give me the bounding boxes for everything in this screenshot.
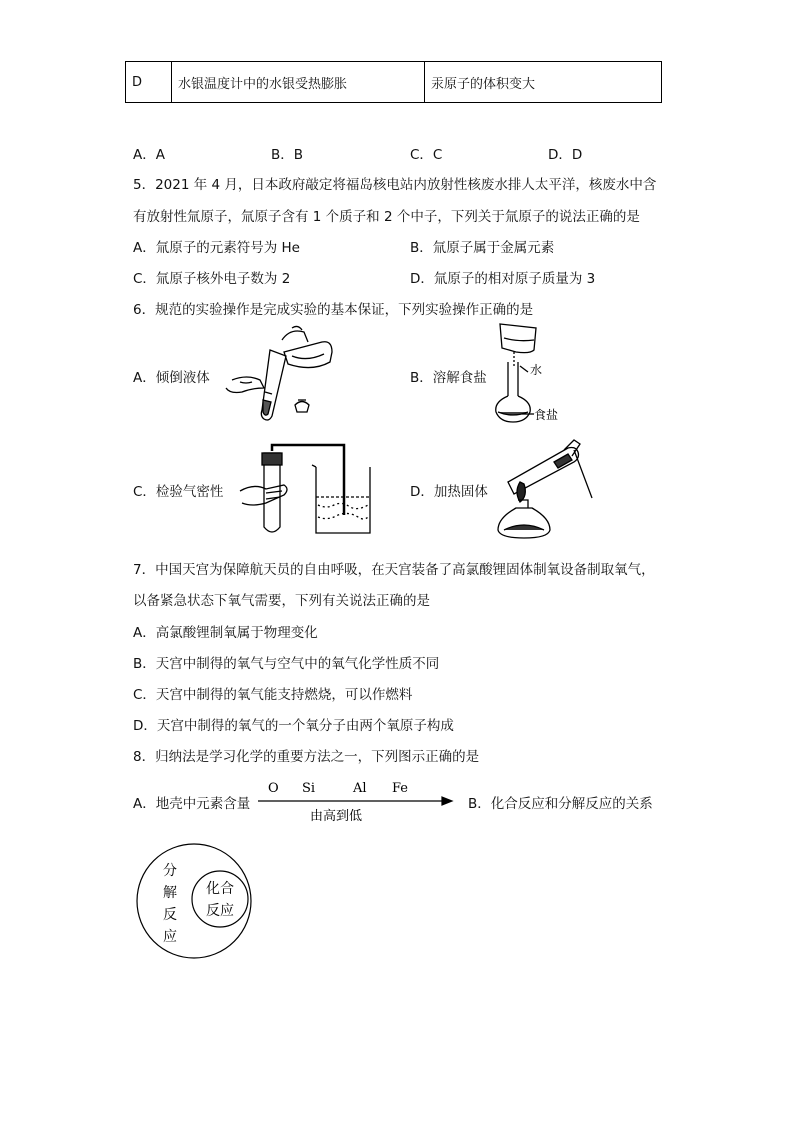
q5-option-d[interactable]: D．氚原子的相对原子质量为 3 (410, 271, 596, 287)
element-al: Al (353, 781, 367, 796)
element-si: Si (302, 781, 316, 796)
pouring-liquid-figure (212, 322, 337, 422)
q7-option-d[interactable]: D．天宫中制得的氧气的一个氧分子由两个氧原子构成 (133, 718, 454, 734)
element-o: O (268, 781, 279, 796)
inner-text-2: 反应 (206, 903, 234, 919)
q4-option-d[interactable]: D．D (548, 147, 583, 163)
salt-label: 食盐 (534, 408, 559, 422)
q5-stem-line2: 有放射性氚原子，氚原子含有 1 个质子和 2 个中子，下列关于氚原子的说法正确的是 (133, 209, 640, 225)
q8-option-a[interactable]: A．地壳中元素含量 (133, 796, 251, 812)
table-row (126, 62, 662, 103)
element-fe: Fe (392, 781, 409, 796)
answer-table (125, 61, 662, 103)
q7-stem-line1: 7．中国天宫为保障航天员的自由呼吸，在天宫装备了高氯酸锂固体制氧设备制取氧气， (133, 562, 655, 578)
q8-stem: 8．归纳法是学习化学的重要方法之一，下列图示正确的是 (133, 749, 480, 765)
q5-option-c[interactable]: C．氚原子核外电子数为 2 (133, 271, 291, 287)
table-cell-explanation: 汞原子的体积变大 (425, 62, 662, 103)
q7-option-a[interactable]: A．高氯酸锂制氧属于物理变化 (133, 625, 318, 641)
q6-option-c[interactable]: C．检验气密性 (133, 484, 224, 500)
decomposition-circle (137, 844, 251, 958)
table-cell-letter: D (126, 62, 172, 103)
q6-option-a[interactable]: A．倾倒液体 (133, 370, 210, 386)
outer-char-3: 反 (163, 907, 177, 923)
q8-option-b[interactable]: B．化合反应和分解反应的关系 (468, 796, 653, 812)
q6-option-d[interactable]: D．加热固体 (410, 484, 488, 500)
q6-option-b[interactable]: B．溶解食盐 (410, 370, 487, 386)
q7-stem-line2: 以备紧急状态下氧气需要，下列有关说法正确的是 (133, 593, 430, 609)
inner-text-1: 化合 (206, 881, 234, 897)
dissolving-salt-figure (490, 322, 580, 422)
q6-stem: 6．规范的实验操作是完成实验的基本保证，下列实验操作正确的是 (133, 302, 534, 318)
heating-solid-figure (494, 438, 594, 542)
table-cell-phenomenon: 水银温度计中的水银受热膨胀 (172, 62, 425, 103)
outer-char-4: 应 (163, 929, 177, 945)
q4-option-a[interactable]: A．A (133, 147, 165, 163)
q5-stem-line1: 5．2021 年 4 月，日本政府敲定将福岛核电站内放射性核废水排人太平洋，核废水中含 (133, 177, 657, 193)
q5-option-a[interactable]: A．氚原子的元素符号为 He (133, 240, 300, 256)
air-tightness-figure (236, 445, 376, 540)
q7-option-b[interactable]: B．天宫中制得的氧气与空气中的氧气化学性质不同 (133, 656, 440, 672)
q4-option-b[interactable]: B．B (271, 147, 304, 163)
element-abundance-arrow (258, 776, 458, 826)
water-label: 水 (530, 363, 543, 377)
reaction-relationship-diagram (136, 843, 256, 963)
outer-char-2: 解 (163, 885, 177, 901)
q7-option-c[interactable]: C．天宫中制得的氧气能支持燃烧，可以作燃料 (133, 687, 413, 703)
outer-char-1: 分 (163, 863, 177, 879)
q5-option-b[interactable]: B．氚原子属于金属元素 (410, 240, 555, 256)
arrow-label: 由高到低 (310, 809, 363, 824)
q4-option-c[interactable]: C．C (410, 147, 443, 163)
